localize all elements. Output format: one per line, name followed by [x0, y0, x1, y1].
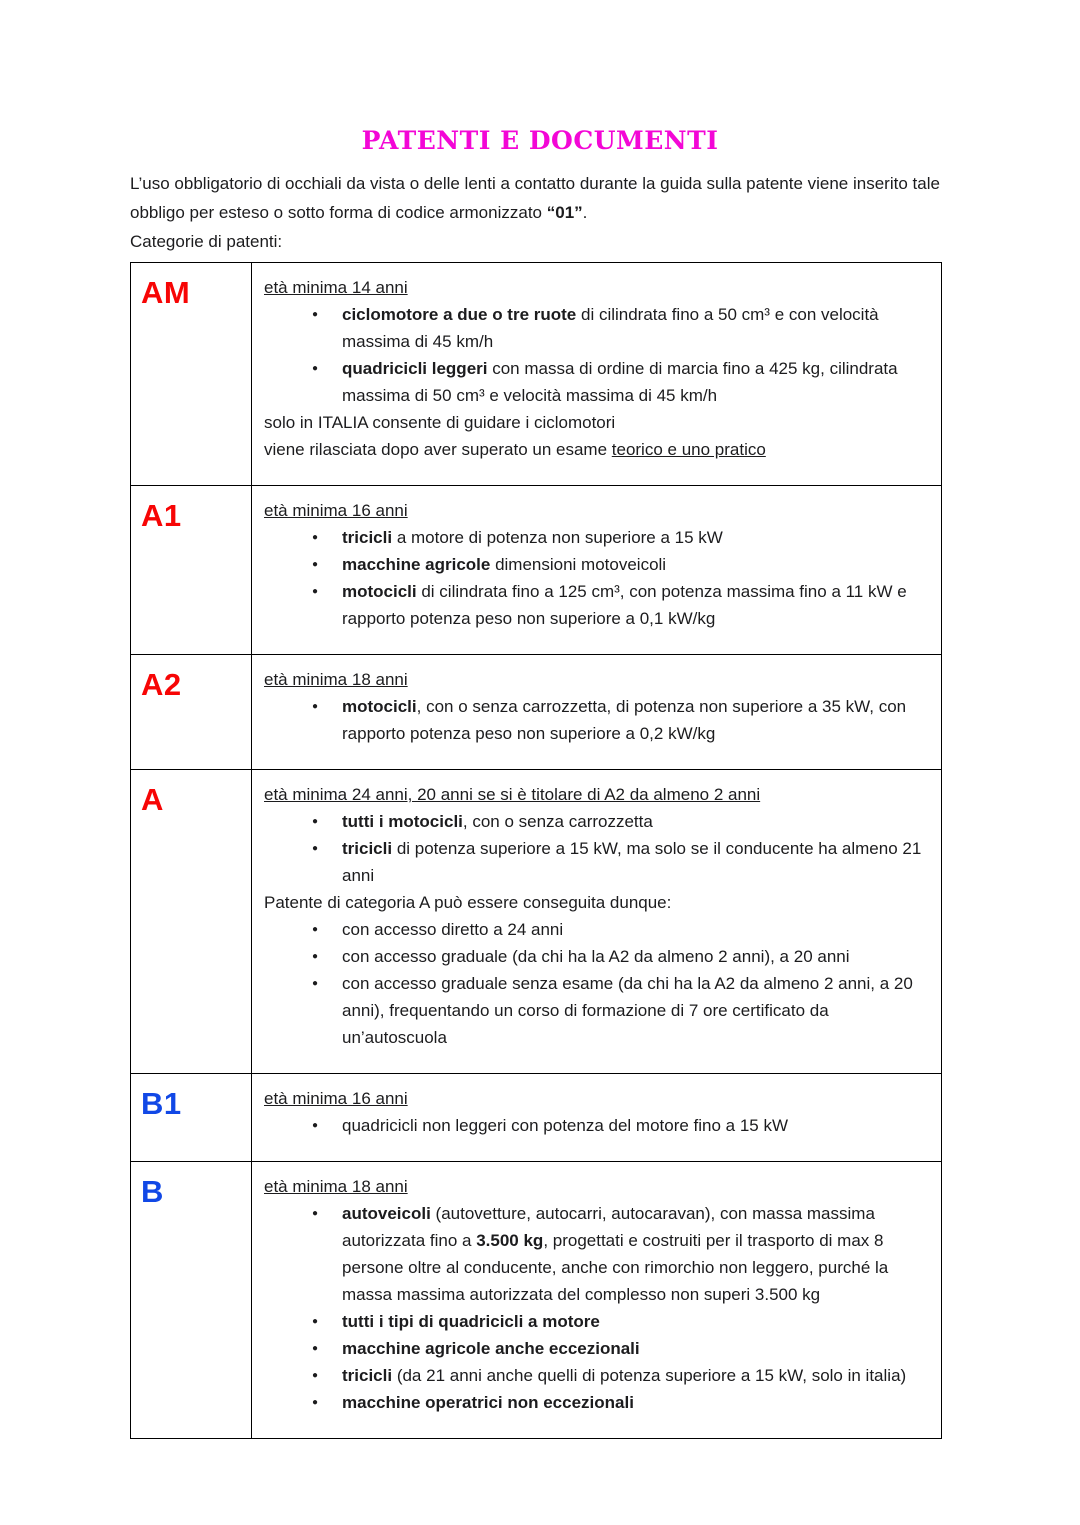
text-run: di cilindrata fino a 125 cm³, con potenza massima fino a 11 kW e rapporto potenza peso non superiore a 0,1 kW/kg — [342, 582, 907, 628]
bullet-text — [342, 943, 925, 970]
text-run: ciclomotore a due o tre ruote — [342, 305, 577, 324]
text-run: macchine agricole — [342, 555, 491, 574]
age-requirement-heading — [264, 781, 925, 808]
bullet-text — [342, 916, 925, 943]
bullet-item — [264, 524, 925, 551]
bullet-item — [264, 693, 925, 747]
text-run: tricicli — [342, 1366, 393, 1385]
category-row-a — [131, 770, 942, 1074]
bullet-text — [342, 551, 925, 578]
category-code-label: A1 — [141, 498, 182, 533]
bullet-item — [264, 835, 925, 889]
bullet-item — [264, 1308, 925, 1335]
license-categories-table — [130, 262, 942, 1439]
intro-paragraph — [130, 169, 950, 227]
bullet-text — [342, 355, 925, 409]
bullet-text — [342, 835, 925, 889]
bullet-text — [342, 1389, 925, 1416]
text-run: tricicli — [342, 528, 393, 547]
bullet-text — [342, 524, 925, 551]
text-run: Patente di categoria A può essere conseguita dunque: — [264, 893, 672, 912]
bullet-icon: ● — [312, 1343, 319, 1354]
text-run: (da 21 anni anche quelli di potenza superiore a 15 kW, solo in italia) — [392, 1366, 907, 1385]
category-code-cell — [131, 1162, 252, 1439]
detail-text — [264, 409, 925, 436]
bullet-item — [264, 1200, 925, 1308]
category-details-cell — [252, 655, 942, 770]
text-run: età minima 18 anni — [264, 670, 408, 689]
text-run: motocicli — [342, 582, 417, 601]
bullet-text — [342, 1200, 925, 1308]
bullet-text — [342, 808, 925, 835]
category-code-cell — [131, 263, 252, 486]
bullet-item — [264, 1112, 925, 1139]
bullet-text — [342, 301, 925, 355]
text-run: età minima 24 anni, 20 anni se si è titolare di A2 da almeno 2 anni — [264, 785, 761, 804]
category-details-cell — [252, 1074, 942, 1162]
bullet-icon: ● — [312, 951, 319, 962]
bullet-item — [264, 355, 925, 409]
bullet-item — [264, 1362, 925, 1389]
text-run: autoveicoli — [342, 1204, 431, 1223]
text-run: macchine operatrici non eccezionali — [342, 1393, 634, 1412]
text-run: con accesso diretto a 24 anni — [342, 920, 564, 939]
text-run: con massa di ordine di marcia fino a 425 kg, cilindrata massima di 50 cm³ e velocità massima di 45 km/h — [342, 359, 898, 405]
bullet-icon: ● — [312, 924, 319, 935]
bullet-icon: ● — [312, 1397, 319, 1408]
text-run: “01” — [546, 203, 583, 222]
text-run: dimensioni motoveicoli — [490, 555, 667, 574]
bullet-text — [342, 693, 925, 747]
age-requirement-heading — [264, 1085, 925, 1112]
text-run: solo in ITALIA consente di guidare i ciclomotori — [264, 413, 616, 432]
text-run: tutti i motocicli — [342, 812, 463, 831]
text-run: tutti i tipi di quadricicli a motore — [342, 1312, 600, 1331]
category-code-cell — [131, 655, 252, 770]
text-run: età minima 14 anni — [264, 278, 408, 297]
text-run: quadricicli non leggeri con potenza del motore fino a 15 kW — [342, 1116, 789, 1135]
text-run: di potenza superiore a 15 kW, ma solo se il conducente ha almeno 21 anni — [342, 839, 922, 885]
bullet-icon: ● — [312, 363, 319, 374]
text-run: . — [582, 203, 588, 222]
bullet-text — [342, 1335, 925, 1362]
text-run: 3.500 kg — [476, 1231, 544, 1250]
category-code-cell — [131, 1074, 252, 1162]
category-code-cell — [131, 770, 252, 1074]
category-row-a2 — [131, 655, 942, 770]
category-row-am — [131, 263, 942, 486]
text-run: con accesso graduale senza esame (da chi ha la A2 da almeno 2 anni, a 20 anni), frequentando un corso di formazione di 7 ore certificato da un’autoscuola — [342, 974, 913, 1047]
category-details-cell — [252, 486, 942, 655]
bullet-item — [264, 916, 925, 943]
bullet-icon: ● — [312, 1120, 319, 1131]
category-code-label: B — [141, 1174, 164, 1209]
bullet-icon: ● — [312, 532, 319, 543]
category-code-label: A2 — [141, 667, 182, 702]
text-run: di cilindrata fino a 50 cm³ e con velocità massima di 45 km/h — [342, 305, 879, 351]
bullet-text — [342, 1308, 925, 1335]
category-details-cell — [252, 1162, 942, 1439]
detail-text — [264, 436, 925, 463]
bullet-item — [264, 1389, 925, 1416]
bullet-item — [264, 1335, 925, 1362]
age-requirement-heading — [264, 666, 925, 693]
page-title: PATENTI E DOCUMENTI — [361, 126, 719, 155]
age-requirement-heading — [264, 274, 925, 301]
bullet-icon: ● — [312, 701, 319, 712]
text-run: età minima 18 anni — [264, 1177, 408, 1196]
text-run: età minima 16 anni — [264, 1089, 408, 1108]
text-run: teorico e uno pratico — [611, 440, 766, 459]
text-run: età minima 16 anni — [264, 501, 408, 520]
bullet-text — [342, 1112, 925, 1139]
text-run: L’uso obbligatorio di occhiali da vista o delle lenti a contatto durante la guida sulla patente viene inserito tale obbligo per esteso o sotto forma di codice armonizzato — [130, 174, 940, 222]
categories-table-body — [131, 263, 942, 1439]
bullet-icon: ● — [312, 1316, 319, 1327]
age-requirement-heading — [264, 1173, 925, 1200]
bullet-item — [264, 970, 925, 1051]
text-run: tricicli — [342, 839, 393, 858]
text-run: , con o senza carrozzetta, di potenza non superiore a 35 kW, con rapporto potenza peso non superiore a 0,2 kW/kg — [342, 697, 907, 743]
text-run: con accesso graduale (da chi ha la A2 da almeno 2 anni), a 20 anni — [342, 947, 850, 966]
bullet-icon: ● — [312, 1208, 319, 1219]
category-code-label: B1 — [141, 1086, 182, 1121]
text-run: a motore di potenza non superiore a 15 kW — [392, 528, 723, 547]
text-run: quadricicli leggeri — [342, 359, 488, 378]
bullet-icon: ● — [312, 309, 319, 320]
bullet-text — [342, 1362, 925, 1389]
text-run: viene rilasciata dopo aver superato un esame — [264, 440, 612, 459]
bullet-icon: ● — [312, 586, 319, 597]
text-run: macchine agricole anche eccezionali — [342, 1339, 640, 1358]
category-details-cell — [252, 263, 942, 486]
bullet-item — [264, 943, 925, 970]
category-row-b — [131, 1162, 942, 1439]
bullet-icon: ● — [312, 1370, 319, 1381]
bullet-item — [264, 808, 925, 835]
category-code-label: A — [141, 782, 164, 817]
bullet-item — [264, 578, 925, 632]
bullet-icon: ● — [312, 559, 319, 570]
bullet-icon: ● — [312, 843, 319, 854]
category-row-a1 — [131, 486, 942, 655]
categories-label: Categorie di patenti: — [130, 232, 283, 251]
bullet-icon: ● — [312, 978, 319, 989]
category-row-b1 — [131, 1074, 942, 1162]
bullet-item — [264, 551, 925, 578]
category-code-label: AM — [141, 275, 191, 310]
bullet-text — [342, 578, 925, 632]
bullet-item — [264, 301, 925, 355]
text-run: (autovetture, autocarri, autocaravan), con massa massima autorizzata fino a — [342, 1204, 875, 1250]
age-requirement-heading — [264, 497, 925, 524]
text-run: , progettati e costruiti per il trasporto di max 8 persone oltre al conducente, anche con rimorchio non leggero, purché la massa massima autorizzata del complesso non superi 3.500 kg — [342, 1231, 889, 1304]
text-run: , con o senza carrozzetta — [462, 812, 653, 831]
category-details-cell — [252, 770, 942, 1074]
bullet-icon: ● — [312, 816, 319, 827]
bullet-text — [342, 970, 925, 1051]
detail-text — [264, 889, 925, 916]
text-run: motocicli — [342, 697, 417, 716]
category-code-cell — [131, 486, 252, 655]
